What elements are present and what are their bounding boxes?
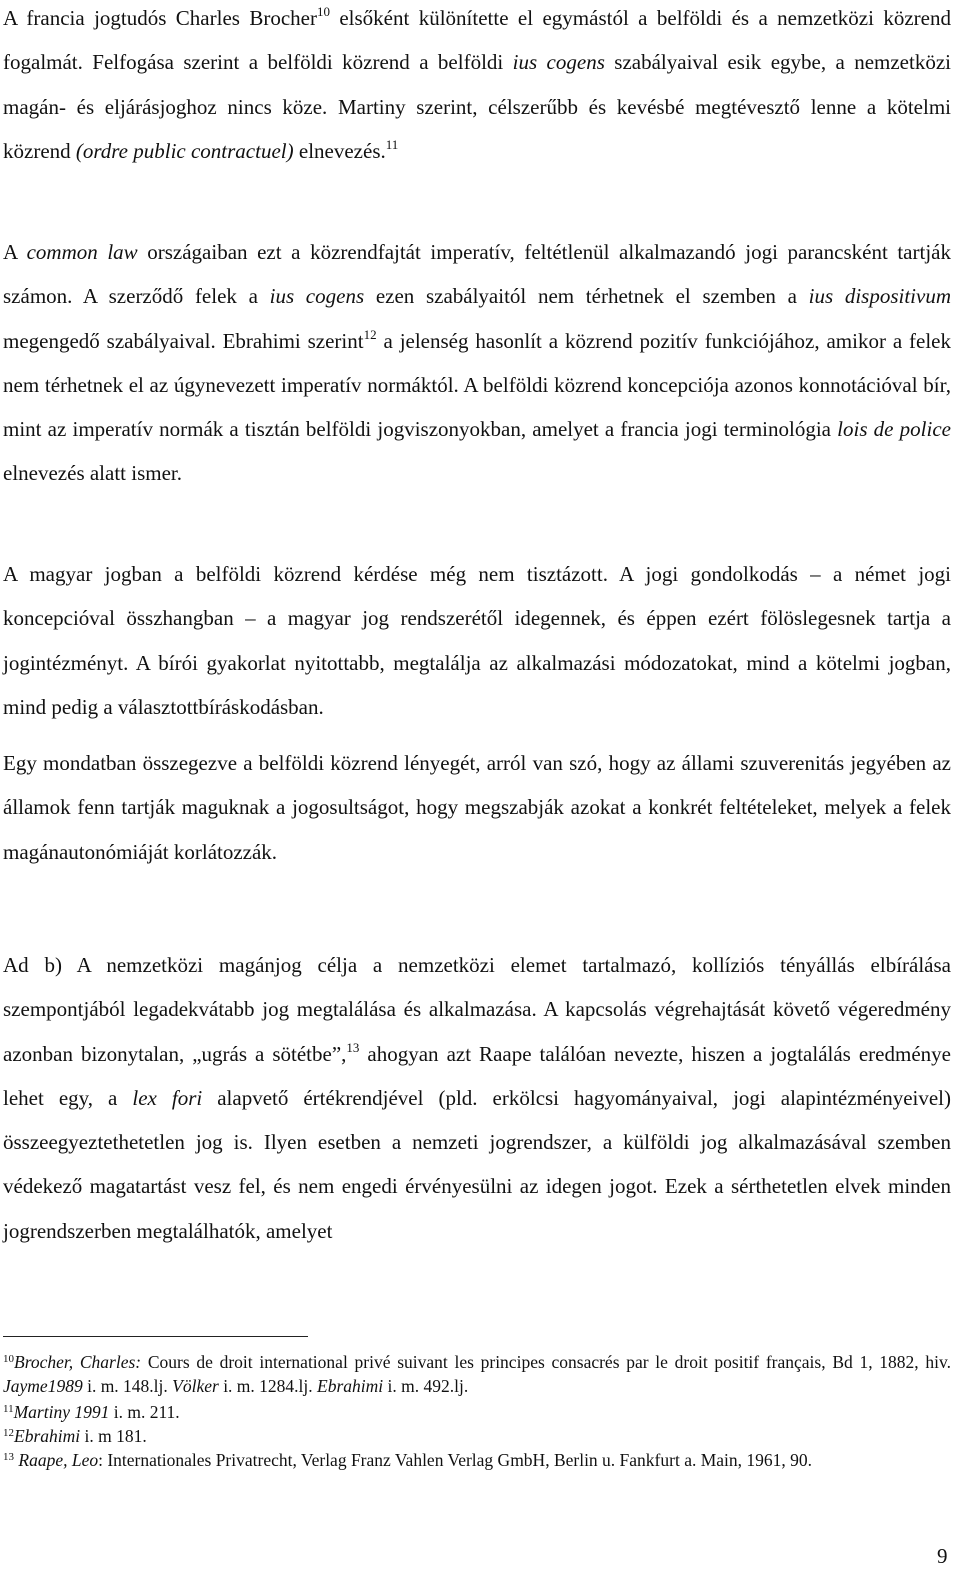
footnote-ref-12[interactable]: 12 <box>363 326 377 342</box>
footnote-10 <box>3 1350 951 1398</box>
paragraph-magyar-jog <box>3 552 951 729</box>
text-run: i. m 181. <box>80 1426 147 1446</box>
italic-ref: Ebrahimi <box>317 1376 384 1397</box>
italic-author: Raape, Leo <box>18 1450 99 1470</box>
footnote-ref-10[interactable]: 10 <box>316 4 330 19</box>
text-run: A francia jogtudós Charles Brocher <box>3 6 317 30</box>
footnote-ref-13[interactable]: 13 <box>346 1039 360 1055</box>
text-run: a jelenség hasonlít a közrend pozitív funkciójához, amikor a felek nem térhetnek el az úgynevezett imperatív normáktól. A belföldi közrend koncepciója azonos konnotációval bír, mint az imperatív normák a tisztán belföldi jogviszonyokban, amelyet a francia jogi terminológia <box>3 328 951 442</box>
italic-term: lex fori <box>132 1085 203 1110</box>
paragraph-osszegzes <box>3 741 951 874</box>
text-run: elnevezés. <box>293 138 386 163</box>
italic-term: (ordre public contractuel) <box>75 138 294 163</box>
paragraph-ad-b <box>3 943 951 1253</box>
italic-term: ius cogens <box>269 284 365 309</box>
italic-ref: Jayme1989 <box>3 1376 83 1397</box>
text-run: : Internationales Privatrecht, Verlag Franz Vahlen Verlag GmbH, Berlin u. Fankfurt a. Main, 1961, 90. <box>98 1450 813 1470</box>
text-run: Ad b) A nemzetközi magánjog célja a nemzetközi elemet tartalmazó, kollíziós tényállás elbírálása szempontjából legadekvátabb jog megtalálása és alkalmazása. A kapcsolás végrehajtását követő végeredmény azonban bizonytalan, „ugrás a sötétbe”, <box>3 953 951 1066</box>
text-run: i. m. 492.lj. <box>383 1376 469 1397</box>
text-run: i. m. 211. <box>109 1402 180 1422</box>
text-run: alapvető értékrendjével (pld. erkölcsi hagyományaival, jogi alapintézményeivel) összeegyeztethetetlen jog is. Ilyen esetben a nemzeti jogrendszer, a külföldi jog alkalmazásával szemben védekező magatartást vesz fel, és nem engedi érvényesülni az idegen jogot. Ezek a sérthetetlen elvek minden jogrendszerben megtalálhatók, amelyet <box>3 1085 951 1243</box>
text-run: szabályaival esik egybe, a nemzetközi magán- és eljárásjoghoz nincs köze. Martiny szerint, célszerűbb és kevésbé megtévesztő lenne a kötelmi közrend <box>3 50 951 163</box>
footnote-number: 12 <box>3 1427 14 1439</box>
text-run: ahogyan azt Raape találóan nevezte, hiszen a jogtalálás eredménye lehet egy, a <box>3 1041 951 1110</box>
footnote-divider <box>3 1336 308 1337</box>
paragraph-brocher <box>3 0 951 173</box>
italic-term: ius cogens <box>512 50 605 75</box>
italic-ref: Ebrahimi <box>14 1426 81 1446</box>
text-run: megengedő szabályaival. Ebrahimi szerint <box>3 328 364 353</box>
italic-ref: Martiny 1991 <box>13 1402 110 1422</box>
footnote-number: 10 <box>3 1353 14 1365</box>
text-run: A magyar jogban a belföldi közrend kérdése még nem tisztázott. A jogi gondolkodás – a német jogi koncepcióval összhangban – a magyar jog rendszerétől idegennek, és éppen ezért fölöslegesnek tartja a jogintézményt. A bírói gyakorlat nyitottabb, megtalálja az alkalmazási módozatokat, mind a kötelmi jogban, mind pedig a választottbíráskodásban. <box>3 562 951 719</box>
footnote-number: 11 <box>3 1403 14 1415</box>
italic-term: ius dispositivum <box>808 284 951 309</box>
page-number: 9 <box>937 1544 948 1568</box>
text-run: i. m. 148.lj. <box>82 1376 173 1397</box>
text-run: A <box>3 240 27 264</box>
text-run: országaiban ezt a közrendfajtát imperatív, feltétlenül alkalmazandó jogi parancsként tartják számon. A szerződő felek a <box>3 240 951 309</box>
italic-author: Brocher, Charles: <box>14 1352 142 1372</box>
text-run: elnevezés alatt ismer. <box>3 461 183 486</box>
italic-term: common law <box>26 240 138 264</box>
text-run: i. m. 1284.lj. <box>218 1376 318 1397</box>
footnote-ref-11[interactable]: 11 <box>385 136 399 152</box>
footnote-12 <box>3 1424 951 1448</box>
footnote-number: 13 <box>3 1451 14 1463</box>
text-run: Cours de droit international privé suivant les principes consacrés par le droit positif français, Bd 1, 1882, hiv. <box>141 1352 951 1372</box>
italic-ref: Völker <box>172 1376 219 1397</box>
text-run: elsőként különítette el egymástól a belföldi és a nemzetközi közrend fogalmát. Felfogása szerint a belföldi közrend a belföldi <box>3 6 951 75</box>
text-run: ezen szabályaitól nem térhetnek el szemben a <box>364 284 809 309</box>
paragraph-common-law <box>3 230 951 496</box>
italic-term: lois de police <box>837 417 951 442</box>
text-run: Egy mondatban összegezve a belföldi közrend lényegét, arról van szó, hogy az állami szuverenitás jegyében az államok fenn tartják maguknak a jogosultságot, hogy megszabják azokat a konkrét feltételeket, melyek a felek magánautonómiáját korlátozzák. <box>3 751 951 864</box>
footnote-13 <box>3 1448 951 1472</box>
footnote-11 <box>3 1400 951 1424</box>
